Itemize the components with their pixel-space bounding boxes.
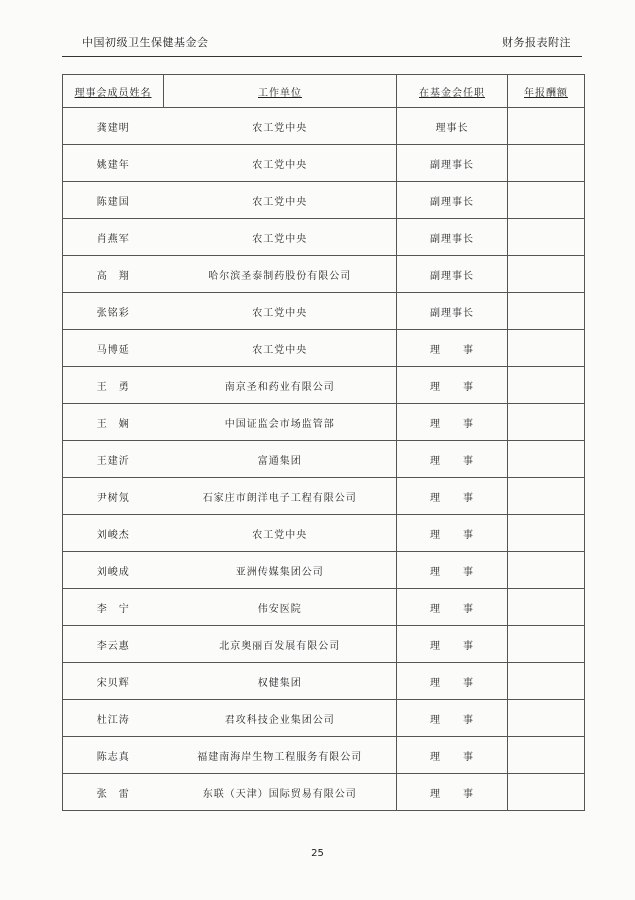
member-salary [508, 404, 585, 441]
board-members-table [62, 74, 585, 811]
member-name: 宋贝辉 [63, 663, 164, 700]
column-header-name: 理事会成员姓名 [63, 75, 164, 108]
member-name: 李 宁 [63, 589, 164, 626]
member-role: 理 事 [397, 404, 508, 441]
member-name: 陈志真 [63, 737, 164, 774]
table-row [63, 256, 585, 293]
member-role: 副理事长 [397, 219, 508, 256]
table-row [63, 515, 585, 552]
member-salary [508, 552, 585, 589]
member-unit: 东联（天津）国际贸易有限公司 [164, 774, 397, 811]
member-role: 副理事长 [397, 293, 508, 330]
header-section: 财务报表附注 [502, 36, 571, 49]
member-role: 理 事 [397, 441, 508, 478]
member-role: 理 事 [397, 552, 508, 589]
table-row [63, 441, 585, 478]
member-salary [508, 145, 585, 182]
member-salary [508, 774, 585, 811]
member-unit: 亚洲传媒集团公司 [164, 552, 397, 589]
member-unit: 农工党中央 [164, 330, 397, 367]
member-salary [508, 293, 585, 330]
member-role: 副理事长 [397, 145, 508, 182]
table-row [63, 700, 585, 737]
member-role: 理 事 [397, 737, 508, 774]
member-unit: 农工党中央 [164, 219, 397, 256]
member-name: 高 翔 [63, 256, 164, 293]
table-row [63, 737, 585, 774]
member-salary [508, 367, 585, 404]
member-salary [508, 700, 585, 737]
member-unit: 富通集团 [164, 441, 397, 478]
member-unit: 南京圣和药业有限公司 [164, 367, 397, 404]
member-salary [508, 330, 585, 367]
member-salary [508, 626, 585, 663]
member-name: 杜江涛 [63, 700, 164, 737]
member-unit: 权健集团 [164, 663, 397, 700]
member-unit: 农工党中央 [164, 108, 397, 145]
member-name: 李云惠 [63, 626, 164, 663]
table-row [63, 552, 585, 589]
table-row [63, 774, 585, 811]
member-role: 理 事 [397, 330, 508, 367]
member-unit: 北京奥丽百发展有限公司 [164, 626, 397, 663]
member-role: 副理事长 [397, 256, 508, 293]
member-unit: 伟安医院 [164, 589, 397, 626]
table-row [63, 219, 585, 256]
member-role: 理 事 [397, 367, 508, 404]
table-row [63, 145, 585, 182]
table-row [63, 404, 585, 441]
member-name: 张铭彩 [63, 293, 164, 330]
member-salary [508, 515, 585, 552]
member-unit: 农工党中央 [164, 515, 397, 552]
member-name: 陈建国 [63, 182, 164, 219]
member-unit: 君攻科技企业集团公司 [164, 700, 397, 737]
member-name: 王建沂 [63, 441, 164, 478]
table-row [63, 478, 585, 515]
member-unit: 哈尔滨圣泰制药股份有限公司 [164, 256, 397, 293]
table-row [63, 589, 585, 626]
member-name: 马博延 [63, 330, 164, 367]
member-name: 尹树氖 [63, 478, 164, 515]
member-name: 王 娴 [63, 404, 164, 441]
member-role: 理事长 [397, 108, 508, 145]
member-role: 理 事 [397, 774, 508, 811]
member-name: 刘峻成 [63, 552, 164, 589]
table-row [63, 626, 585, 663]
column-header-salary: 年报酬额 [508, 75, 585, 108]
member-role: 理 事 [397, 515, 508, 552]
member-unit: 中国证监会市场监管部 [164, 404, 397, 441]
table-row [63, 367, 585, 404]
member-unit: 农工党中央 [164, 145, 397, 182]
member-name: 王 勇 [63, 367, 164, 404]
member-role: 理 事 [397, 700, 508, 737]
member-salary [508, 663, 585, 700]
member-unit: 石家庄市朗洋电子工程有限公司 [164, 478, 397, 515]
member-salary [508, 589, 585, 626]
member-name: 肖燕军 [63, 219, 164, 256]
page-number: 25 [311, 848, 324, 859]
member-role: 理 事 [397, 663, 508, 700]
member-role: 副理事长 [397, 182, 508, 219]
member-unit: 农工党中央 [164, 293, 397, 330]
table-row [63, 293, 585, 330]
member-salary [508, 737, 585, 774]
header-divider [62, 56, 582, 57]
table-row [63, 663, 585, 700]
member-role: 理 事 [397, 626, 508, 663]
column-header-role: 在基金会任职 [397, 75, 508, 108]
member-salary [508, 219, 585, 256]
member-salary [508, 478, 585, 515]
table-row [63, 330, 585, 367]
table-row [63, 182, 585, 219]
member-name: 姚建年 [63, 145, 164, 182]
member-name: 张 雷 [63, 774, 164, 811]
table-row [63, 108, 585, 145]
column-header-unit: 工作单位 [164, 75, 397, 108]
member-role: 理 事 [397, 478, 508, 515]
header-organization: 中国初级卫生保健基金会 [82, 36, 209, 49]
member-unit: 农工党中央 [164, 182, 397, 219]
member-unit: 福建南海岸生物工程服务有限公司 [164, 737, 397, 774]
member-salary [508, 108, 585, 145]
member-name: 刘峻杰 [63, 515, 164, 552]
member-salary [508, 182, 585, 219]
table-header-row [63, 75, 585, 108]
member-salary [508, 256, 585, 293]
member-name: 龚建明 [63, 108, 164, 145]
member-role: 理 事 [397, 589, 508, 626]
member-salary [508, 441, 585, 478]
